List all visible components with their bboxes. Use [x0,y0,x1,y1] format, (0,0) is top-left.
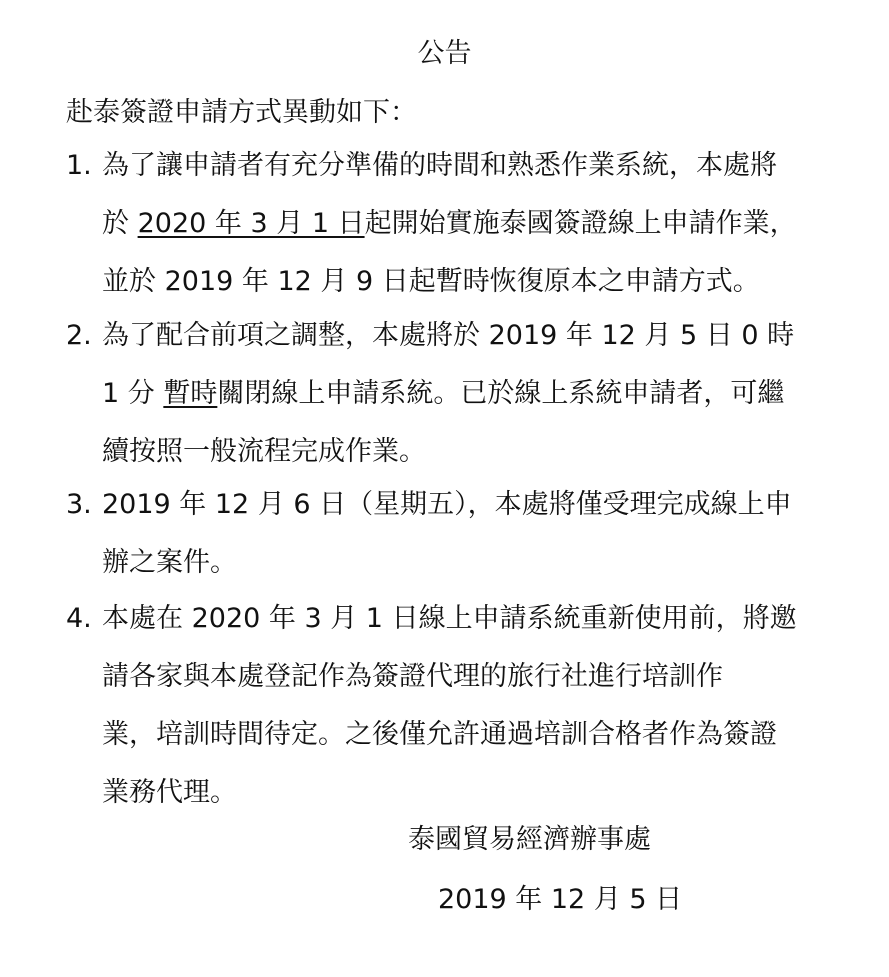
item-line: 業，培訓時間待定。之後僅允許通過培訓合格者作為簽證 [102,719,777,750]
item-number: 3. [66,489,92,520]
list-item-4 [66,590,836,822]
underlined-temporary: 暫時 [163,378,218,409]
item-number: 4. [66,603,92,634]
item-line: 1 分 暫時關閉線上申請系統。已於線上系統申請者，可繼 [102,378,785,409]
item-line: 請各家與本處登記作為簽證代理的旅行社進行培訓作 [102,661,723,692]
signature-date: 2019 年 12 月 5 日 [438,884,683,915]
item-number: 1. [66,150,92,181]
item-line: 為了讓申請者有充分準備的時間和熟悉作業系統，本處將 [102,150,777,181]
intro-text: 赴泰簽證申請方式異動如下： [66,97,417,128]
underlined-date: 2020 年 3 月 1 日 [137,208,365,239]
announcement-title: 公告 [417,38,472,69]
list-item-2 [66,307,836,481]
item-line: 為了配合前項之調整，本處將於 2019 年 12 月 5 日 0 時 [102,320,795,351]
item-line: 並於 2019 年 12 月 9 日起暫時恢復原本之申請方式。 [102,266,760,297]
item-line: 續按照一般流程完成作業。 [102,436,426,467]
signature-office: 泰國貿易經濟辦事處 [408,824,651,855]
item-line: 本處在 2020 年 3 月 1 日線上申請系統重新使用前，將邀 [102,603,797,634]
item-line: 2019 年 12 月 6 日（星期五），本處將僅受理完成線上申 [102,489,792,520]
list-item-1 [66,137,836,311]
item-line: 業務代理。 [102,777,237,808]
item-line: 於 2020 年 3 月 1 日起開始實施泰國簽證線上申請作業， [102,208,797,239]
item-number: 2. [66,320,92,351]
item-line: 辦之案件。 [102,547,237,578]
list-item-3 [66,476,836,592]
